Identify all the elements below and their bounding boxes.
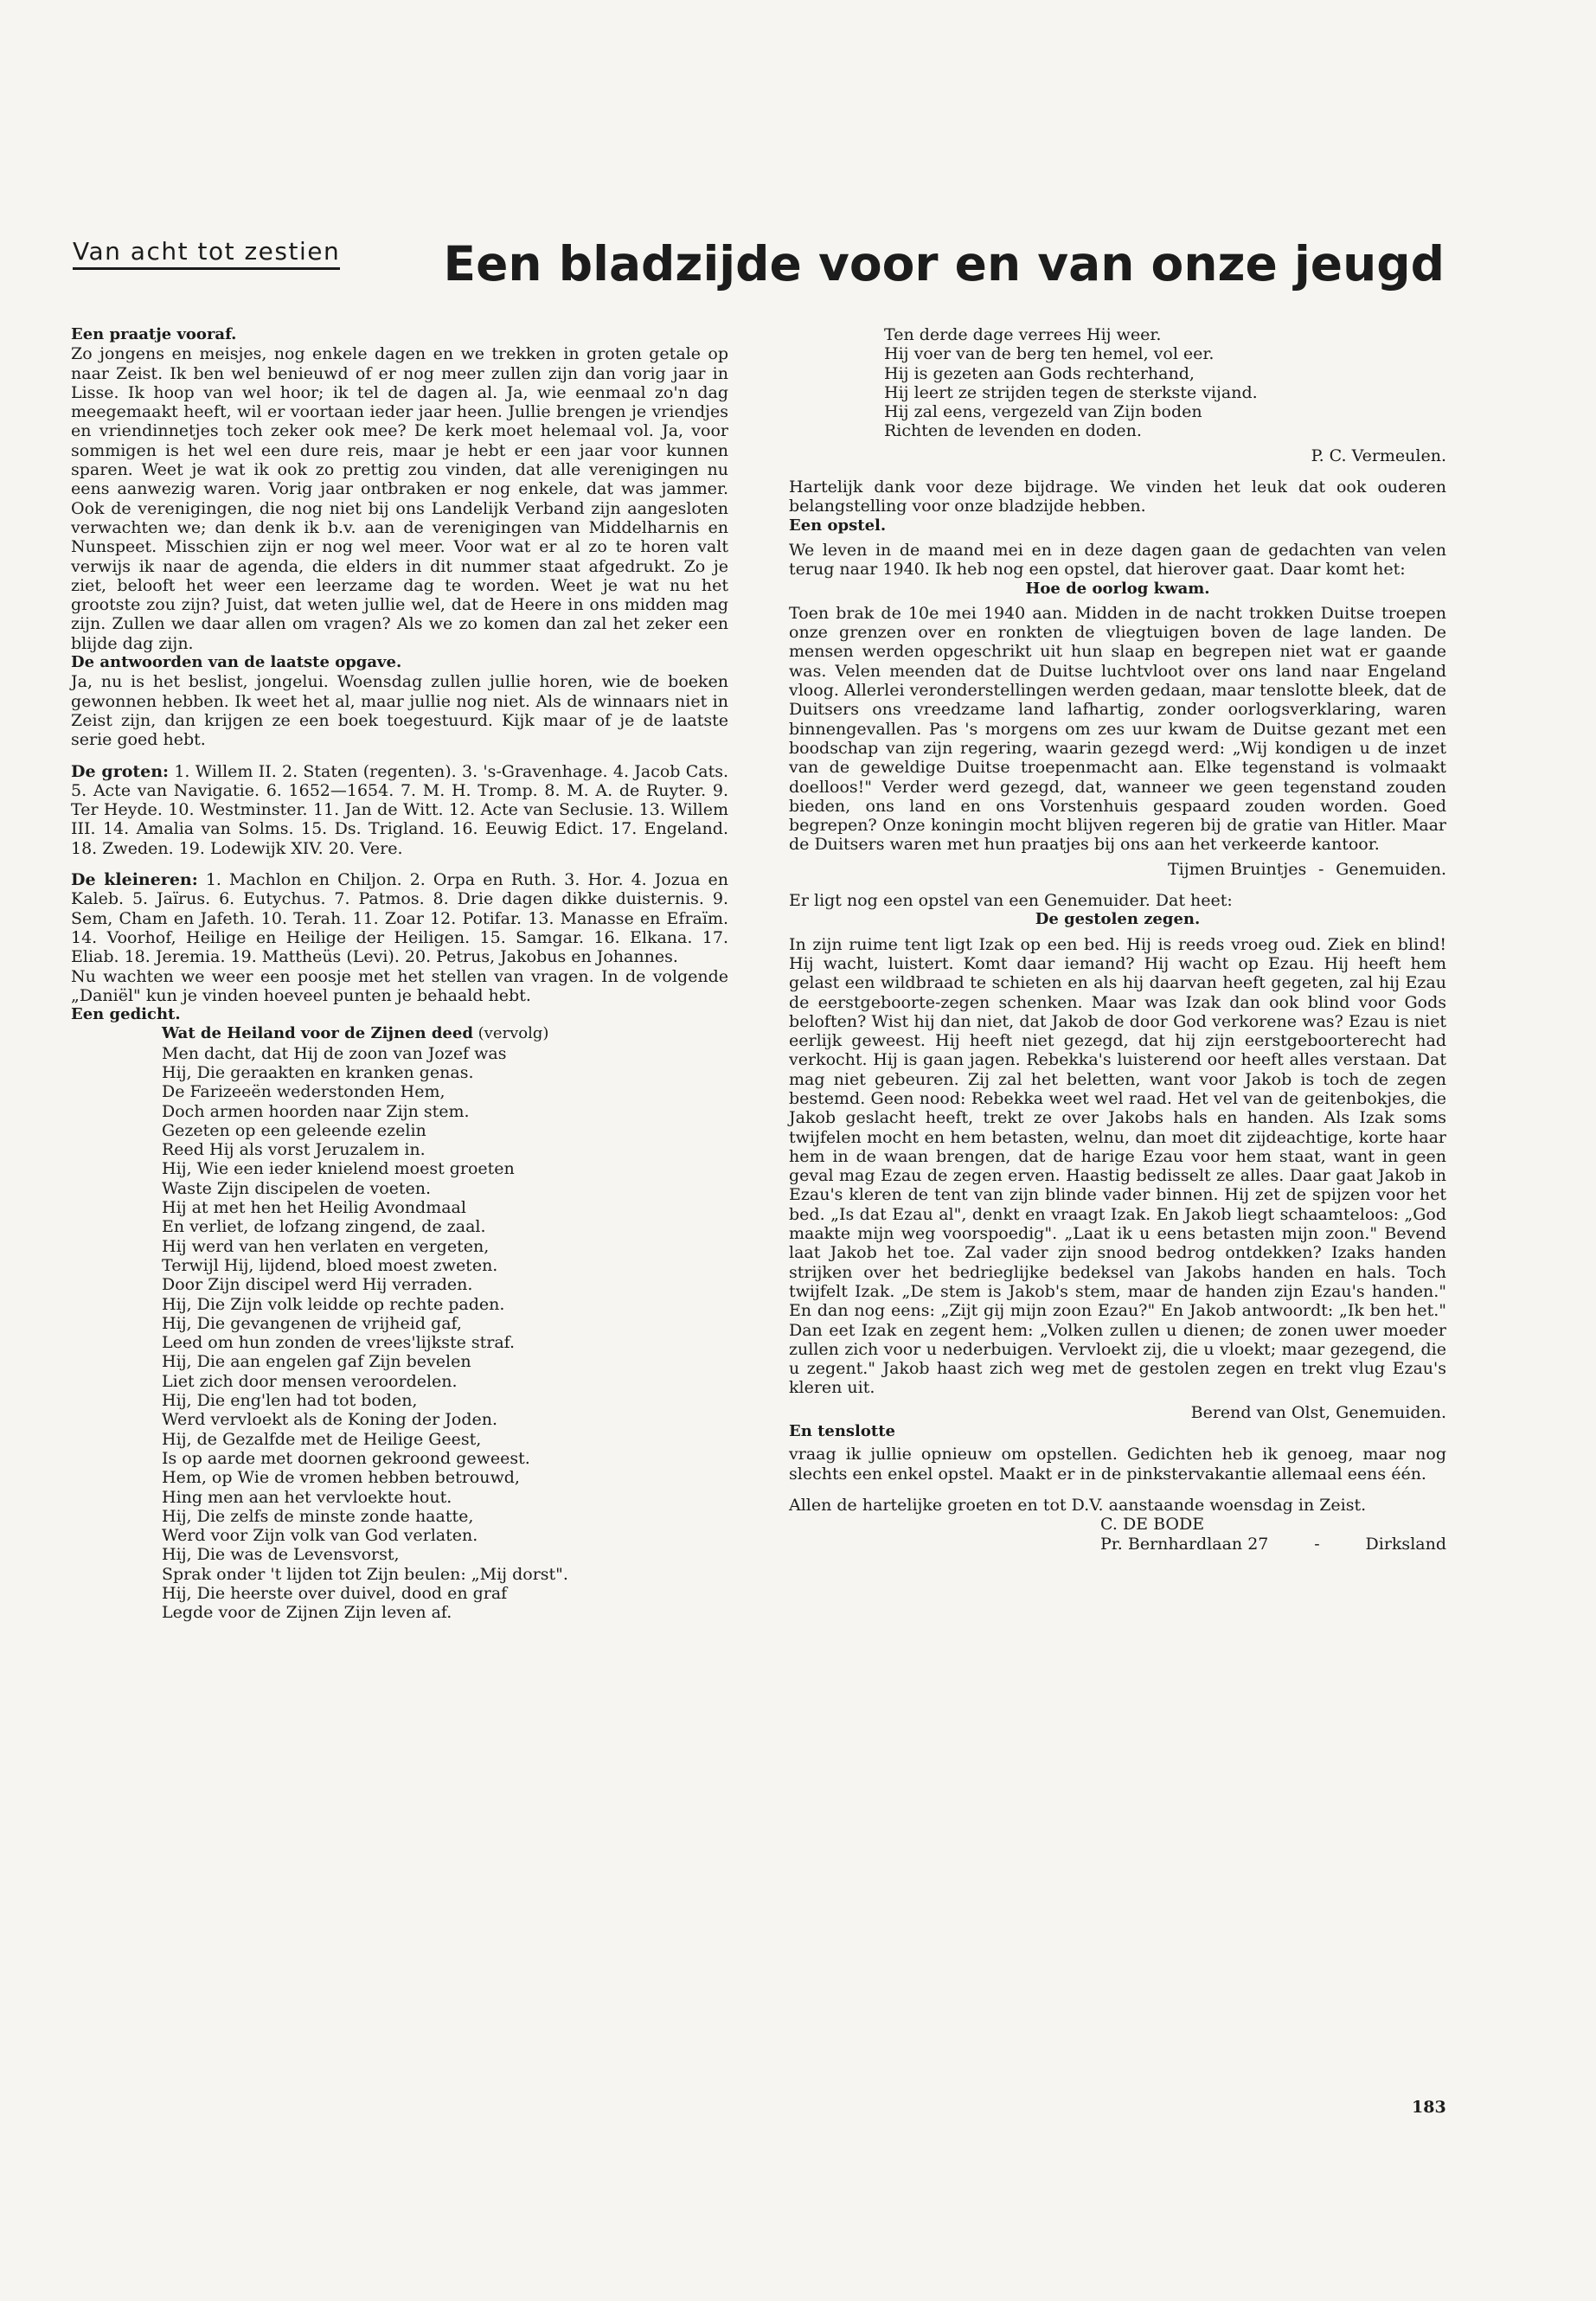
left-column bbox=[71, 325, 728, 1623]
poem-line: Hij is gezeten aan Gods rechterhand, bbox=[884, 363, 1195, 383]
poem-line: Hij, Die Zijn volk leidde op rechte paden. bbox=[162, 1294, 505, 1314]
poem-title bbox=[71, 1024, 728, 1043]
poem-line: Sprak onder 't lijden tot Zijn beulen: „Mij dorst". bbox=[162, 1564, 568, 1584]
oorlog-title: Hoe de oorlog kwam. bbox=[1025, 579, 1210, 598]
poem-line: Terwijl Hij, lijdend, bloed moest zweten. bbox=[162, 1255, 498, 1275]
poem-line: Hij werd van hen verlaten en vergeten, bbox=[162, 1236, 490, 1256]
poem-author: P. C. Vermeulen. bbox=[1311, 445, 1446, 465]
poem-line: Hij, Die zelfs de minste zonde haatte, bbox=[162, 1506, 474, 1526]
sign-address-line bbox=[789, 1535, 1446, 1554]
poem-line: Hij, Die was de Levensvorst, bbox=[162, 1545, 400, 1565]
poem-line: Men dacht, dat Hij de zoon van Jozef was bbox=[162, 1043, 507, 1063]
opstel-heading: Een opstel. bbox=[789, 516, 887, 535]
poem-line: Legde voor de Zijnen Zijn leven af. bbox=[162, 1603, 452, 1623]
tenslotte-body: vraag ik jullie opnieuw om opstellen. Gedichten heb ik genoeg, maar nog slechts een enkel opstel. Maakt er in de pinkstervakantie allemaal eens één. bbox=[789, 1445, 1446, 1484]
poem-title-suffix: (vervolg) bbox=[472, 1024, 549, 1043]
sign-address: Pr. Bernhardlaan 27 bbox=[1100, 1534, 1269, 1554]
oorlog-place: Genemuiden. bbox=[1336, 859, 1446, 879]
opstel-intro: We leven in de maand mei en in deze dagen gaan de gedachten van velen terug naar 1940. Ik heb nog een opstel, dat hierover gaat. Daar komt het: bbox=[789, 540, 1446, 580]
page-title: Een bladzijde voor en van onze jeugd bbox=[443, 236, 1445, 292]
poem-line: Door Zijn discipel werd Hij verraden. bbox=[162, 1275, 473, 1295]
sign-name: C. DE BODE bbox=[1100, 1515, 1205, 1535]
poem-line: Doch armen hoorden naar Zijn stem. bbox=[162, 1101, 470, 1121]
praatje-body: Zo jongens en meisjes, nog enkele dagen en we trekken in groten getale op naar Zeist. Ik ben wel benieuwd of er nog meer zullen zijn dan vorig jaar in Lisse. Ik hoop van wel hoor; ik tel de dagen al. Ja, wie eenmaal zo'n dag meegemaakt heeft, wil er voortaan ieder jaar heen. Jullie brengen je vriendjes en vriendinnetjes toch zeker ook mee? De kerk moet helemaal vol. Ja, voor sommigen is het wel een dure reis, maar je hebt er een jaar voor kunnen sparen. Weet je wat ik ook zo prettig zou vinden, dat alle verenigingen nu eens aanwezig waren. Vorig jaar ontbraken er nog enkele, dat was jammer. Ook de verenigingen, die nog niet bij ons Landelijk Verband zijn aangesloten verwachten we; dan denk ik b.v. aan de verenigingen van Middelharnis en Nunspeet. Misschien zijn er nog wel meer. Voor wat er al zo te horen valt verwijs ik naar de agenda, die elders in dit nummer staat afgedrukt. Zo je ziet, belooft het weer een leerzame dag te worden. Weet je wat nu het grootste zou zijn? Juist, dat weten jullie wel, dat de Heere in ons midden mag zijn. Zullen we daar allen om vragen? Als we zo komen dan zal het zeker een blijde dag zijn. bbox=[71, 344, 728, 653]
groten-answers bbox=[71, 762, 728, 858]
poem-stanza-5 bbox=[71, 1507, 728, 1623]
groten-label: De groten: bbox=[71, 761, 170, 781]
poem-line: Hing men aan het vervloekte hout. bbox=[162, 1487, 452, 1507]
oorlog-body: Toen brak de 10e mei 1940 aan. Midden in de nacht trokken Duitse troepen onze grenzen over en ronkten de vliegtuigen boven de lage landen. De mensen werden opgeschrikt uit hun slaap en begrepen niet wat er gaande was. Velen meenden dat de Duitse luchtvloot over ons land naar Engeland vloog. Allerlei veronderstellingen werden gedaan, maar tenslotte bleek, dat de Duitsers ons vreedzame land lafhartig, zonder oorlogsverklaring, waren binnengevallen. Pas 's morgens om zes uur kwam de Duitse gezant met een boodschap van zijn regering, waarin gezegd werd: „Wij kondigen u de inzet van de geweldige Duitse troepenmacht aan. Elke tegenstand is volmaakt doelloos!" Verder werd gezegd, dat, wanneer we geen tegenstand zouden bieden, ons land en ons Vorstenhuis gespaard zouden worden. Goed begrepen? Onze koningin mocht blijven regeren bij de gratie van Hitler. Maar de Duitsers waren met hun praatjes bij ons aan het verkeerde kantoor. bbox=[789, 603, 1447, 855]
oorlog-signature bbox=[789, 860, 1446, 879]
poem-line: Is op aarde met doornen gekroond geweest. bbox=[162, 1448, 530, 1468]
sign-place: Dirksland bbox=[1365, 1534, 1446, 1554]
poem-line: Liet zich door mensen veroordelen. bbox=[162, 1371, 458, 1391]
section-label: Van acht tot zestien bbox=[73, 237, 340, 270]
groeten-text: Allen de hartelijke groeten en tot D.V. aanstaande woensdag in Zeist. bbox=[789, 1495, 1367, 1515]
zegen-body: In zijn ruime tent ligt Izak op een bed. Hij is reeds vroeg oud. Ziek en blind! Hij wacht, luistert. Komt daar iemand? Hij wacht op Ezau. Hij heeft hem gelast een wildbraad te schieten en als hij daarvan heeft gegeten, zal hij Ezau de eerstgeboorte-zegen schenken. Maar was Izak dan ook blind voor Gods beloften? Wist hij dan niet, dat Jakob de door God verkorene was? Ezau is niet eerlijk geweest. Hij heeft niet gezegd, dat hij zijn eerstgeboorterecht had verkocht. Hij is gaan jagen. Rebekka's luisterend oor heeft alles verstaan. Dat mag niet gebeuren. Zij zal het beletten, want voor Jakob is toch de zegen bestemd. Geen nood: Rebekka weet wel raad. Het vel van de geitenbokjes, die Jakob geslacht heeft, trekt ze over Jakobs hals en handen. Als Izak soms twijfelen mocht en hem betasten, welnu, dan moet dit zijdeachtige, korte haar hem in de waan brengen, dat de harige Ezau voor hem staat, want in geen geval mag Ezau de zegen erven. Haastig bedisselt ze alles. Daar gaat Jakob in Ezau's kleren de tent van zijn blinde vader binnen. Hij zet de spijzen voor het bed. „Is dat Ezau al", denkt en vraagt Izak. En Jakob liegt schaamteloos: „God maakte mijn weg voorspoedig". „Laat ik u eens betasten mijn zoon." Bevend laat Jakob het toe. Zal vader zijn snood bedrog ontdekken? Izaks handen strijken over het bedrieglijke bedeksel van Jakobs handen en hals. Toch twijfelt Izak. „De stem is Jakob's stem, maar de handen zijn Ezau's handen." En dan nog eens: „Zijt gij mijn zoon Ezau?" En Jakob antwoordt: „Ik ben het." Dan eet Izak en zegent hem: „Volken zullen u dienen; de zonen uwer moeder zullen zich voor u nederbuigen. Vervloekt zij, die u vloekt; maar gezegend, die u zegent." Jakob haast zich weg met de gestolen zegen en trekt vlug Ezau's kleren uit. bbox=[789, 934, 1446, 1398]
poem-line: Hij, Die aan engelen gaf Zijn bevelen bbox=[162, 1352, 471, 1372]
zegen-author: Berend van Olst, Genemuiden. bbox=[1190, 1402, 1446, 1422]
poem-line: Hij, Die gevangenen de vrijheid gaf, bbox=[162, 1313, 462, 1333]
praatje-heading: Een praatje vooraf. bbox=[71, 325, 237, 343]
poem-line: Werd vervloekt als de Koning der Joden. bbox=[162, 1410, 498, 1430]
poem-line: En verliet, de lofzang zingend, de zaal. bbox=[162, 1217, 486, 1237]
antwoorden-heading: De antwoorden van de laatste opgave. bbox=[71, 653, 402, 672]
poem-line: Hem, op Wie de vromen hebben betrouwd, bbox=[162, 1468, 520, 1488]
poem-line: Ten derde dage verrees Hij weer. bbox=[884, 325, 1162, 344]
groten-text: 1. Willem II. 2. Staten (regenten). 3. 's-Gravenhage. 4. Jacob Cats. 5. Acte van Navigatie. 6. 1652—1654. 7. M. H. Tromp. 8. M. A. de Ruyter. 9. Ter Heyde. 10. Westminster. 11. Jan de Witt. 12. Acte van Seclusie. 13. Willem III. 14. Amalia van Solms. 15. Ds. Trigland. 16. Eeuwig Edict. 17. Engeland. 18. Zweden. 19. Lodewijk XIV. 20. Vere. bbox=[71, 761, 728, 858]
poem-line: Hij, Die geraakten en kranken genas. bbox=[162, 1062, 474, 1082]
tweede-intro: Er ligt nog een opstel van een Genemuider. Dat heet: bbox=[789, 891, 1233, 911]
poem-line: Gezeten op een geleende ezelin bbox=[162, 1120, 426, 1140]
antwoorden-body: Ja, nu is het beslist, jongelui. Woensdag zullen jullie horen, wie de boeken gewonnen hebben. Ik weet het al, maar jullie nog niet. Als de winnaars niet in Zeist zijn, dan krijgen ze een boek toegestuurd. Kijk maar of je de laatste serie goed hebt. bbox=[71, 672, 728, 750]
poem-line: Werd voor Zijn volk van God verlaten. bbox=[162, 1526, 478, 1546]
kleineren-tail: Nu wachten we weer een poosje met het stellen van vragen. In de volgende „Daniël" kun je vinden hoeveel punten je behaald hebt. bbox=[71, 966, 728, 1005]
page-number: 183 bbox=[1412, 2098, 1446, 2117]
poem-line: Hij, Die eng'len had tot boden, bbox=[162, 1391, 418, 1411]
poem-line: Hij, Wie een ieder knielend moest groeten bbox=[162, 1159, 515, 1179]
right-column bbox=[789, 325, 1446, 1554]
poem-stanza-3 bbox=[71, 1275, 728, 1391]
poem-stanza-6 bbox=[789, 325, 1446, 441]
poem-line: Richten de levenden en doden. bbox=[884, 421, 1142, 441]
signature-dash: - bbox=[1317, 859, 1324, 879]
oorlog-author: Tijmen Bruintjes bbox=[1168, 859, 1307, 879]
kleineren-text: 1. Machlon en Chiljon. 2. Orpa en Ruth. 3. Hor. 4. Jozua en Kaleb. 5. Jaïrus. 6. Eutychus. 7. Patmos. 8. Drie dagen dikke duisternis. 9. Sem, Cham en Jafeth. 10. Terah. 11. Zoar 12. Potifar. 13. Manasse en Efraïm. 14. Voorhof, Heilige en Heilige der Heiligen. 15. Samgar. 16. Elkana. 17. Eliab. 18. Jeremia. 19. Mattheüs (Levi). 20. Petrus, Jakobus en Johannes. bbox=[71, 870, 728, 967]
poem-line: Hij leert ze strijden tegen de sterkste vijand. bbox=[884, 382, 1258, 402]
poem-line: De Farizeeën wederstonden Hem, bbox=[162, 1082, 445, 1102]
gedicht-heading: Een gedicht. bbox=[71, 1005, 181, 1024]
poem-line: Reed Hij als vorst Jeruzalem in. bbox=[162, 1140, 426, 1160]
poem-stanza-2 bbox=[71, 1159, 728, 1275]
kleineren-label: De kleineren: bbox=[71, 870, 198, 890]
poem-line: Hij voer van de berg ten hemel, vol eer. bbox=[884, 344, 1215, 364]
signature-dash: - bbox=[1314, 1534, 1320, 1554]
kleineren-answers bbox=[71, 870, 728, 966]
poem-title-text: Wat de Heiland voor de Zijnen deed bbox=[162, 1024, 473, 1043]
poem-line: Hij at met hen het Heilig Avondmaal bbox=[162, 1198, 466, 1218]
dank-text: Hartelijk dank voor deze bijdrage. We vinden het leuk dat ook ouderen belangstelling voor onze bladzijde hebben. bbox=[789, 478, 1446, 516]
zegen-title: De gestolen zegen. bbox=[1035, 910, 1201, 929]
poem-stanza-1 bbox=[71, 1044, 728, 1160]
poem-line: Leed om hun zonden de vrees'lijkste straf. bbox=[162, 1333, 516, 1353]
poem-line: Waste Zijn discipelen de voeten. bbox=[162, 1178, 432, 1198]
poem-stanza-4 bbox=[71, 1391, 728, 1507]
page-header bbox=[69, 234, 1445, 294]
tenslotte-heading: En tenslotte bbox=[789, 1422, 895, 1441]
poem-line: Hij, de Gezalfde met de Heilige Geest, bbox=[162, 1429, 482, 1449]
poem-line: Hij, Die heerste over duivel, dood en graf bbox=[162, 1584, 508, 1603]
poem-line: Hij zal eens, vergezeld van Zijn boden bbox=[884, 402, 1202, 422]
